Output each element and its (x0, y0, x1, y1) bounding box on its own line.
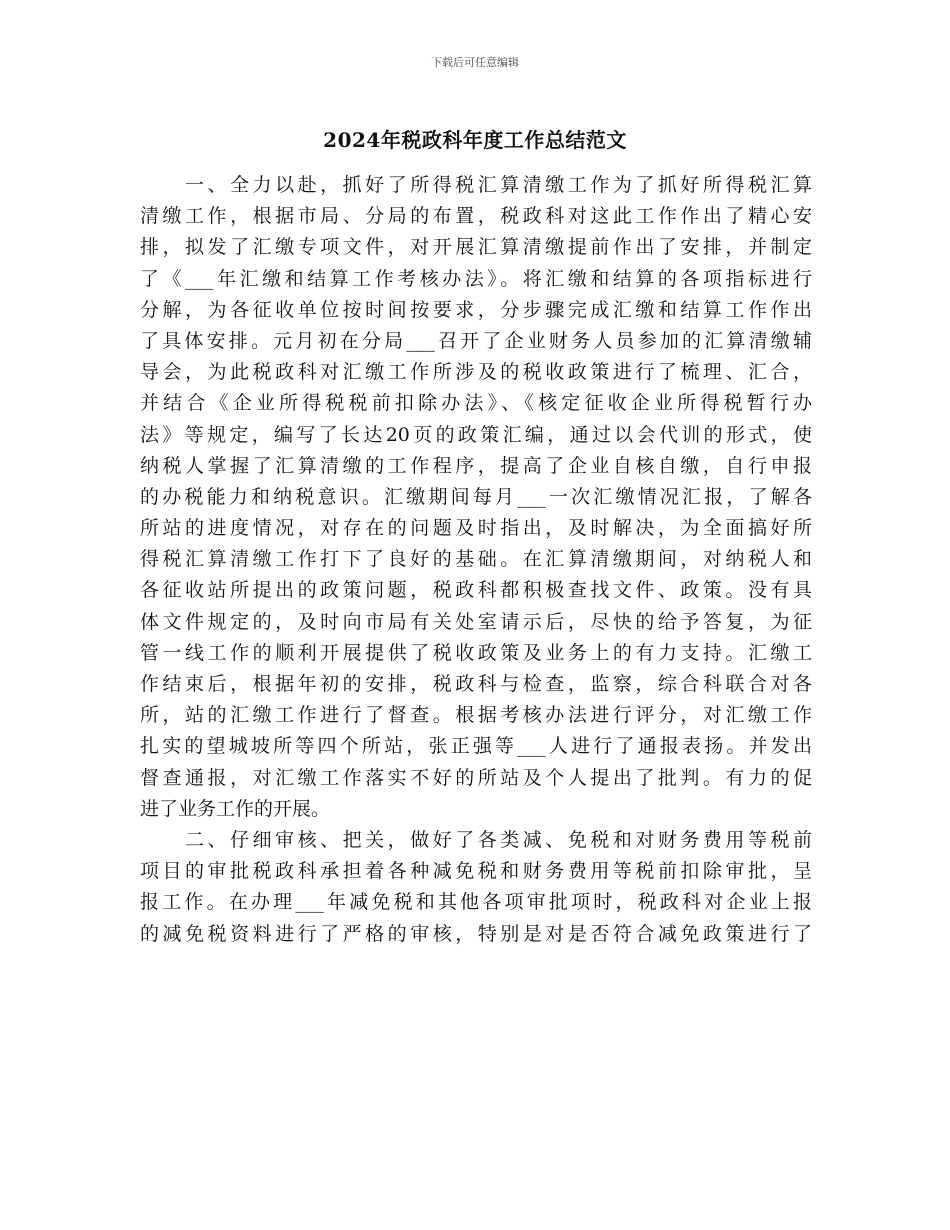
paragraph-1 (140, 170, 812, 825)
text-line: 各征收站所提出的政策问题，税政科都积极查找文件、政策。没有具 (140, 579, 812, 602)
text-line: 项目的审批税政科承担着各种减免税和财务费用等税前扣除审批，呈 (140, 860, 812, 883)
text-line: 了具体安排。元月初在分局___召开了企业财务人员参加的汇算清缴辅 (140, 329, 812, 352)
text-line: 督查通报，对汇缴工作落实不好的所站及个人提出了批判。有力的促 (140, 766, 812, 789)
text-line: 体文件规定的，及时向市局有关处室请示后，尽快的给予答复，为征 (140, 610, 812, 633)
page-header-note: 下载后可任意编辑 (431, 56, 519, 69)
text-line: 排，拟发了汇缴专项文件，对开展汇算清缴提前作出了安排，并制定 (140, 236, 812, 259)
document-title: 2024年税政科年度工作总结范文 (323, 128, 627, 152)
text-line: 进了业务工作的开展。 (140, 797, 331, 820)
text-line: 得税汇算清缴工作打下了良好的基础。在汇算清缴期间，对纳税人和 (140, 548, 812, 571)
text-line: 法》等规定，编写了长达20页的政策汇编，通过以会代训的形式，使 (140, 423, 812, 446)
text-line: 了《___年汇缴和结算工作考核办法》。将汇缴和结算的各项指标进行 (140, 267, 812, 290)
text-line: 一、全力以赴，抓好了所得税汇算清缴工作为了抓好所得税汇算 (140, 174, 812, 196)
text-line: 分解，为各征收单位按时间按要求，分步骤完成汇缴和结算工作作出 (140, 298, 812, 321)
text-line: 报工作。在办理___年减免税和其他各项审批项时，税政科对企业上报 (140, 891, 812, 914)
paragraph-2 (140, 825, 812, 950)
document-body (140, 170, 812, 950)
text-line: 清缴工作，根据市局、分局的布置，税政科对这此工作作出了精心安 (140, 205, 812, 228)
text-line: 导会，为此税政科对汇缴工作所涉及的税收政策进行了梳理、汇合， (140, 361, 812, 384)
text-line: 作结束后，根据年初的安排，税政科与检查，监察，综合科联合对各 (140, 673, 812, 695)
text-line: 二、仔细审核、把关，做好了各类减、免税和对财务费用等税前 (140, 828, 812, 851)
text-line: 管一线工作的顺利开展提供了税收政策及业务上的有力支持。汇缴工 (140, 641, 812, 664)
text-line: 纳税人掌握了汇算清缴的工作程序，提高了企业自核自缴，自行申报 (140, 454, 812, 477)
text-line: 的办税能力和纳税意识。汇缴期间每月___一次汇缴情况汇报，了解各 (140, 485, 812, 508)
text-line: 所站的进度情况，对存在的问题及时指出，及时解决，为全面搞好所 (140, 517, 812, 540)
text-line: 所，站的汇缴工作进行了督查。根据考核办法进行评分，对汇缴工作 (140, 704, 812, 727)
text-line: 的减免税资料进行了严格的审核，特别是对是否符合减免政策进行了 (140, 922, 812, 945)
text-line: 扎实的望城坡所等四个所站，张正强等___人进行了通报表扬。并发出 (140, 735, 812, 758)
text-line: 并结合《企业所得税税前扣除办法》、《核定征收企业所得税暂行办 (140, 392, 812, 415)
